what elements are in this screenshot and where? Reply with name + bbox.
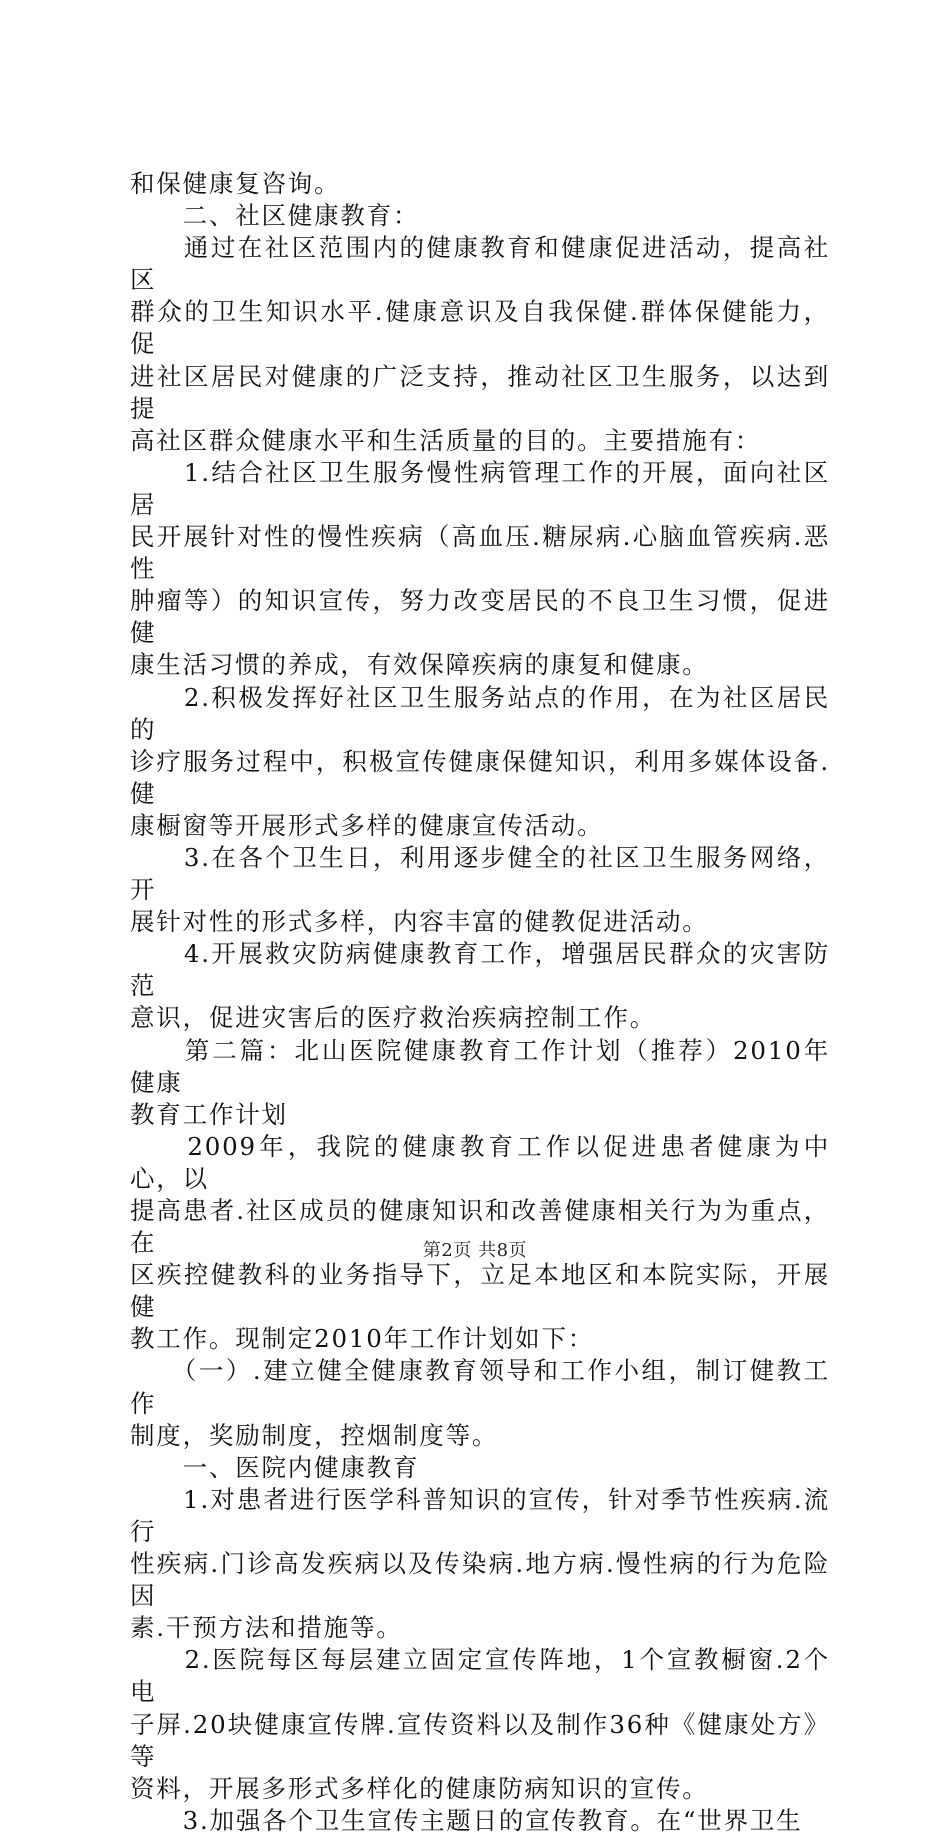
- paragraph-measure-1: 1.结合社区卫生服务慢性病管理工作的开展，面向社区居 民开展针对性的慢性疾病（高血压.糖尿病.心脑血管疾病.恶性 肿瘤等）的知识宣传，努力改变居民的不良卫生习惯，促进健 康生活习惯的养成，有效保障疾病的康复和健康。: [130, 457, 830, 680]
- paragraph-section-one-organization: （一）.建立健全健康教育领导和工作小组，制订健教工作 制度，奖励制度，控烟制度等。: [130, 1356, 830, 1450]
- heading-community-health-education: 二、社区健康教育：: [130, 201, 420, 231]
- page-number-footer: 第2页 共8页: [422, 1240, 528, 1261]
- paragraph-hospital-item-3: 3.加强各个卫生宣传主题日的宣传教育。在“世界卫生: [130, 1805, 803, 1835]
- document-body: [130, 168, 830, 1837]
- paragraph-measure-3: 3.在各个卫生日，利用逐步健全的社区卫生服务网络，开 展针对性的形式多样，内容丰富的健教促进活动。: [130, 842, 830, 937]
- paragraph-2009-summary: 2009年，我院的健康教育工作以促进患者健康为中心，以 提高患者.社区成员的健康知识和改善健康相关行为为重点，在 区疾控健教科的业务指导下，立足本地区和本院实际，开展健 教工作。现制定2010年工作计划如下：: [130, 1131, 830, 1354]
- paragraph-measure-2: 2.积极发挥好社区卫生服务站点的作用，在为社区居民的 诊疗服务过程中，积极宣传健康保健知识，利用多媒体设备.健 康橱窗等开展形式多样的健康宣传活动。: [130, 682, 830, 840]
- paragraph-continuation: 和保健康复咨询。: [130, 169, 341, 198]
- heading-in-hospital-education: 一、医院内健康教育: [130, 1452, 420, 1482]
- paragraph-hospital-item-2: 2.医院每区每层建立固定宣传阵地，1个宣教橱窗.2个电 子屏.20块健康宣传牌.宣传资料以及制作36种《健康处方》等 资料，开展多形式多样化的健康防病知识的宣传。: [130, 1645, 830, 1803]
- paragraph-hospital-item-1: 1.对患者进行医学科普知识的宣传，针对季节性疾病.流行 性疾病.门诊高发疾病以及传染病.地方病.慢性病的行为危险因 素.干预方法和措施等。: [130, 1484, 830, 1643]
- paragraph-community-intro: 通过在社区范围内的健康教育和健康促进活动，提高社区 群众的卫生知识水平.健康意识及自我保健.群体保健能力，促 进社区居民对健康的广泛支持，推动社区卫生服务，以达到提 高社区群众健康水平和生活质量的目的。主要措施有：: [130, 233, 830, 455]
- heading-part-two: 第二篇：北山医院健康教育工作计划（推荐）2010年健康 教育工作计划: [130, 1035, 830, 1129]
- paragraph-measure-4: 4.开展救灾防病健康教育工作，增强居民群众的灾害防范 意识，促进灾害后的医疗救治疾病控制工作。: [130, 939, 830, 1033]
